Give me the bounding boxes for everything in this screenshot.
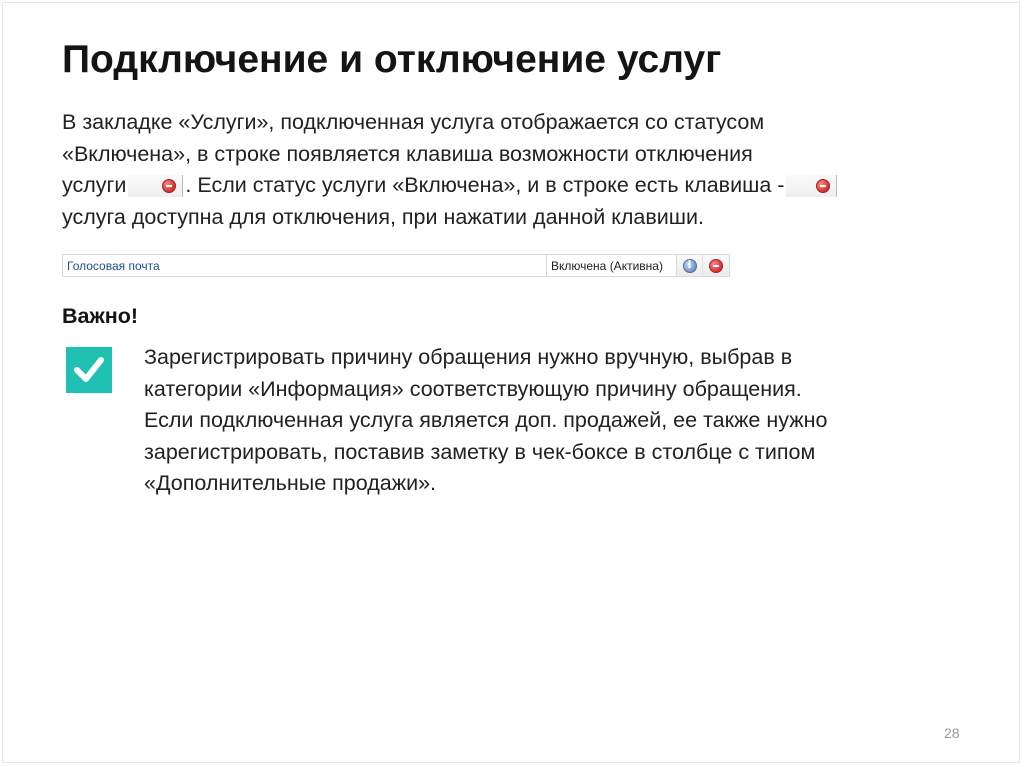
inline-disable-button-sample-2 — [786, 175, 837, 197]
service-info-button[interactable] — [677, 255, 703, 276]
minus-circle-icon — [816, 179, 830, 193]
note-line-4: зарегистрировать, поставив заметку в чек-боксе в столбце с типом — [144, 439, 816, 464]
note-line-1: Зарегистрировать причину обращения нужно вручную, выбрав в — [144, 345, 793, 369]
service-row — [62, 254, 730, 277]
checkbox-checked-icon — [66, 347, 112, 393]
service-status: Включена (Активна) — [547, 255, 677, 276]
note-line-5: «Дополнительные продажи». — [144, 471, 437, 495]
intro-line-3-end: . Если статус услуги «Включена», и в строке есть клавиша - — [185, 173, 785, 197]
slide-title: Подключение и отключение услуг — [62, 38, 722, 81]
important-heading: Важно! — [62, 304, 139, 328]
service-name[interactable]: Голосовая почта — [63, 255, 547, 276]
inline-disable-button-sample — [128, 175, 183, 197]
note-line-3: Если подключенная услуга является доп. продажей, ее также нужно — [144, 408, 828, 432]
intro-line-3 — [62, 170, 962, 202]
intro-line-4: услуга доступна для отключения, при нажатии данной клавиши. — [62, 204, 705, 229]
page-number: 28 — [944, 725, 960, 741]
checkmark-icon — [66, 347, 112, 393]
service-disable-button[interactable] — [703, 255, 729, 276]
intro-paragraph — [62, 107, 962, 233]
minus-circle-icon — [709, 259, 723, 273]
note-line-2: категории «Информация» соответствующую причину обращения. — [144, 376, 802, 401]
minus-circle-icon — [162, 179, 176, 193]
important-note — [144, 342, 984, 500]
intro-line-2: «Включена», в строке появляется клавиша возможности отключения — [62, 141, 753, 166]
info-icon: i — [683, 259, 697, 273]
intro-line-1: В закладке «Услуги», подключенная услуга отображается со статусом — [62, 110, 765, 134]
intro-line-3-start: услуги — [62, 173, 127, 197]
